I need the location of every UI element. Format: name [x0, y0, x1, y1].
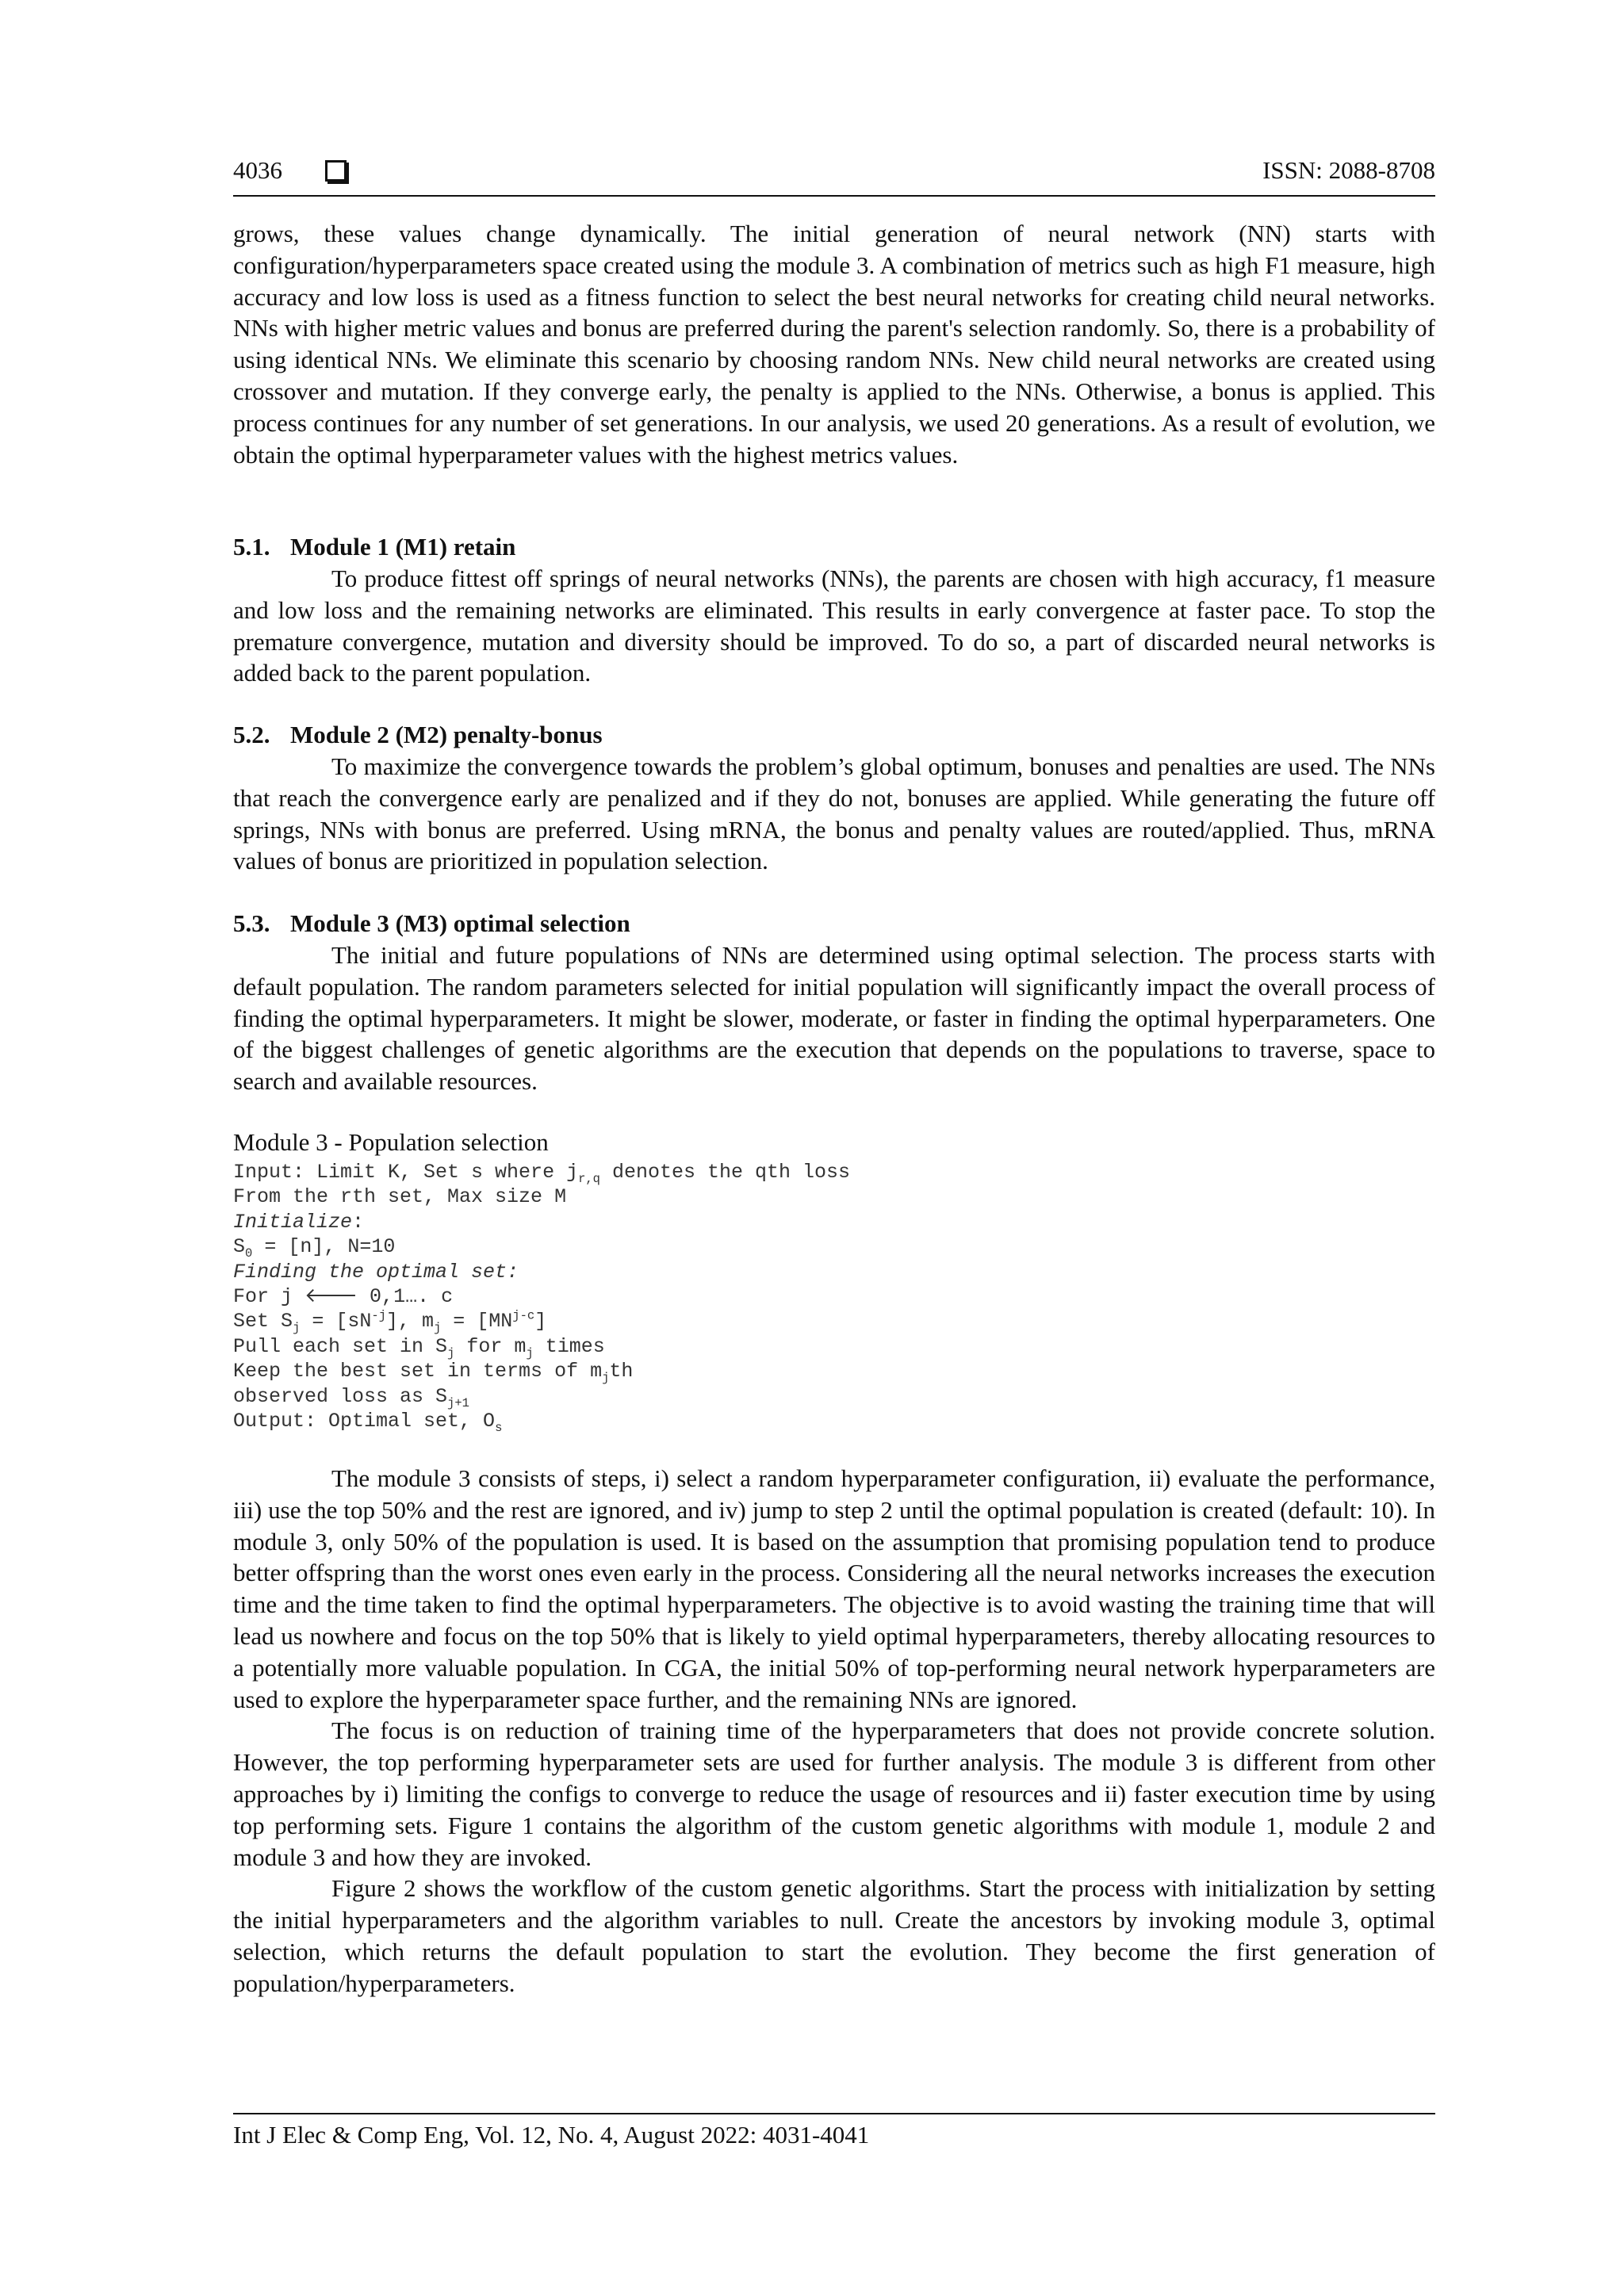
algorithm-line-keep: Keep the best set in terms of $m_jth$ [233, 1360, 634, 1386]
square-bullet-icon [325, 160, 347, 182]
intro-paragraph: grows, these values change dynamically. The initial generation of neural network (NN) starts with configuration/hyperparameters space created using the module 3. A combination of metrics such as high F1 measure, high accuracy and low loss is used as a fitness function to select the best neural networks for creating child neural networks. NNs with higher metric values and bonus are preferred during the parent's selection randomly. So, there is a probability of using identical NNs. We eliminate this scenario by choosing random NNs. New child neural networks are created using crossover and mutation. If they converge early, the penalty is applied to the NNs. Otherwise, a bonus is applied. This process continues for any number of set generations. In our analysis, we used 20 generations. As a result of evolution, we obtain the optimal hyperparameter values with the highest metrics values. [233, 220, 1435, 469]
intro-block [233, 218, 1435, 470]
section-paragraph: To produce fittest off springs of neural networks (NNs), the parents are chosen with high accuracy, f1 measure and low loss and the remaining networks are eliminated. This results in early convergence at faster pace. To stop the premature convergence, mutation and diversity should be improved. To do so, a part of discarded neural networks is added back to the parent population. [233, 564, 1435, 687]
running-header [233, 155, 1435, 186]
section-title: Module 3 (M3) optimal selection [290, 909, 630, 937]
algorithm-line-initialize: Initialize: [233, 1210, 365, 1234]
section-5-2 [233, 719, 1435, 877]
section-number: 5.3. [233, 909, 270, 937]
footer-divider [233, 2113, 1435, 2114]
section-paragraph: To maximize the convergence towards the problem’s global optimum, bonuses and penalties are used. The NNs that reach the convergence early are penalized and if they do not, bonuses are applied. While generating the future off springs, NNs with bonus are preferred. Using mRNA, the bonus and penalty values are routed/applied. Thus, mRNA values of bonus are prioritized in population selection. [233, 752, 1435, 875]
discussion-block [233, 1463, 1435, 1999]
discussion-paragraph: The focus is on reduction of training time of the hyperparameters that does not provide concrete solution. However, the top performing hyperparameter sets are used for further analysis. The module 3 is different from other approaches by i) limiting the configs to converge to reduce the usage of resources and ii) faster execution time by using top performing sets. Figure 1 contains the algorithm of the custom genetic algorithms with module 1, module 2 and module 3 and how they are invoked. [233, 1716, 1435, 1871]
algorithm-title: Module 3 - Population selection [233, 1128, 549, 1156]
section-5-3 [233, 908, 1435, 1097]
header-divider [233, 195, 1435, 197]
section-title: Module 1 (M1) retain [290, 533, 516, 561]
algorithm-block [233, 1127, 1435, 1436]
page-number: 4036 [233, 156, 282, 184]
section-number: 5.1. [233, 533, 270, 561]
section-number: 5.2. [233, 721, 270, 748]
discussion-paragraph: The module 3 consists of steps, i) select a random hyperparameter configuration, ii) evaluate the performance, iii) use the top 50% and the rest are ignored, and iv) jump to step 2 until the optimal population is created (default: 10). In module 3, only 50% of the population is used. It is based on the assumption that promising population tend to produce better offspring than the worst ones even early in the process. Considering all the neural networks increases the execution time and the time taken to find the optimal hyperparameters. The objective is to avoid wasting the training time that will lead us nowhere and focus on the top 50% that is likely to yield optimal hyperparameters, thereby allocating resources to a potentially more valuable population. In CGA, the initial 50% of top-performing neural network hyperparameters are used to explore the hyperparameter space further, and the remaining NNs are ignored. [233, 1464, 1435, 1713]
section-heading [233, 719, 1435, 751]
section-title: Module 2 (M2) penalty-bonus [290, 721, 603, 748]
section-heading [233, 531, 1435, 563]
algorithm-lines [233, 1160, 1435, 1436]
algorithm-line-for: For j 🡐 0,1…. c [233, 1285, 454, 1309]
algorithm-line-set: Set $S_j = [sN^{-j}]$, $m_j = [MN^{j-c}]$ [233, 1309, 547, 1336]
algorithm-line-s0: $S_0 = [n]$, N=10 [233, 1235, 396, 1261]
algorithm-line-pull: Pull each set in $S_j$ for $m_j$ times [233, 1334, 605, 1360]
section-paragraph: The initial and future populations of NNs are determined using optimal selection. The process starts with default population. The random parameters selected for initial population will significantly impact the overall process of finding the optimal hyperparameters. It might be slower, moderate, or faster in finding the optimal hyperparameters. One of the biggest challenges of genetic algorithms are the execution that depends on the populations to traverse, space to search and available resources. [233, 941, 1435, 1096]
section-heading [233, 908, 1435, 939]
issn-label: ISSN: 2088-8708 [1262, 156, 1435, 184]
algorithm-line-output: Output: Optimal set, $O_s$ [233, 1410, 503, 1436]
algorithm-line-observed: observed loss as $S_{j+1}$ [233, 1384, 469, 1410]
footer-citation: Int J Elec & Comp Eng, Vol. 12, No. 4, August 2022: 4031-4041 [233, 2121, 870, 2149]
algorithm-line-finding: Finding the optimal set: [233, 1260, 519, 1284]
algorithm-line-from: From the rth set, Max size M [233, 1185, 567, 1209]
section-5-1 [233, 531, 1435, 689]
discussion-paragraph: Figure 2 shows the workflow of the custom genetic algorithms. Start the process with initialization by setting the initial hyperparameters and the algorithm variables to null. Create the ancestors by invoking module 3, optimal selection, which returns the default population to start the evolution. They become the first generation of population/hyperparameters. [233, 1874, 1435, 1997]
algorithm-line-input: Input: Limit K, Set s where $j_{r,q}$ denotes the qth loss [233, 1161, 851, 1186]
